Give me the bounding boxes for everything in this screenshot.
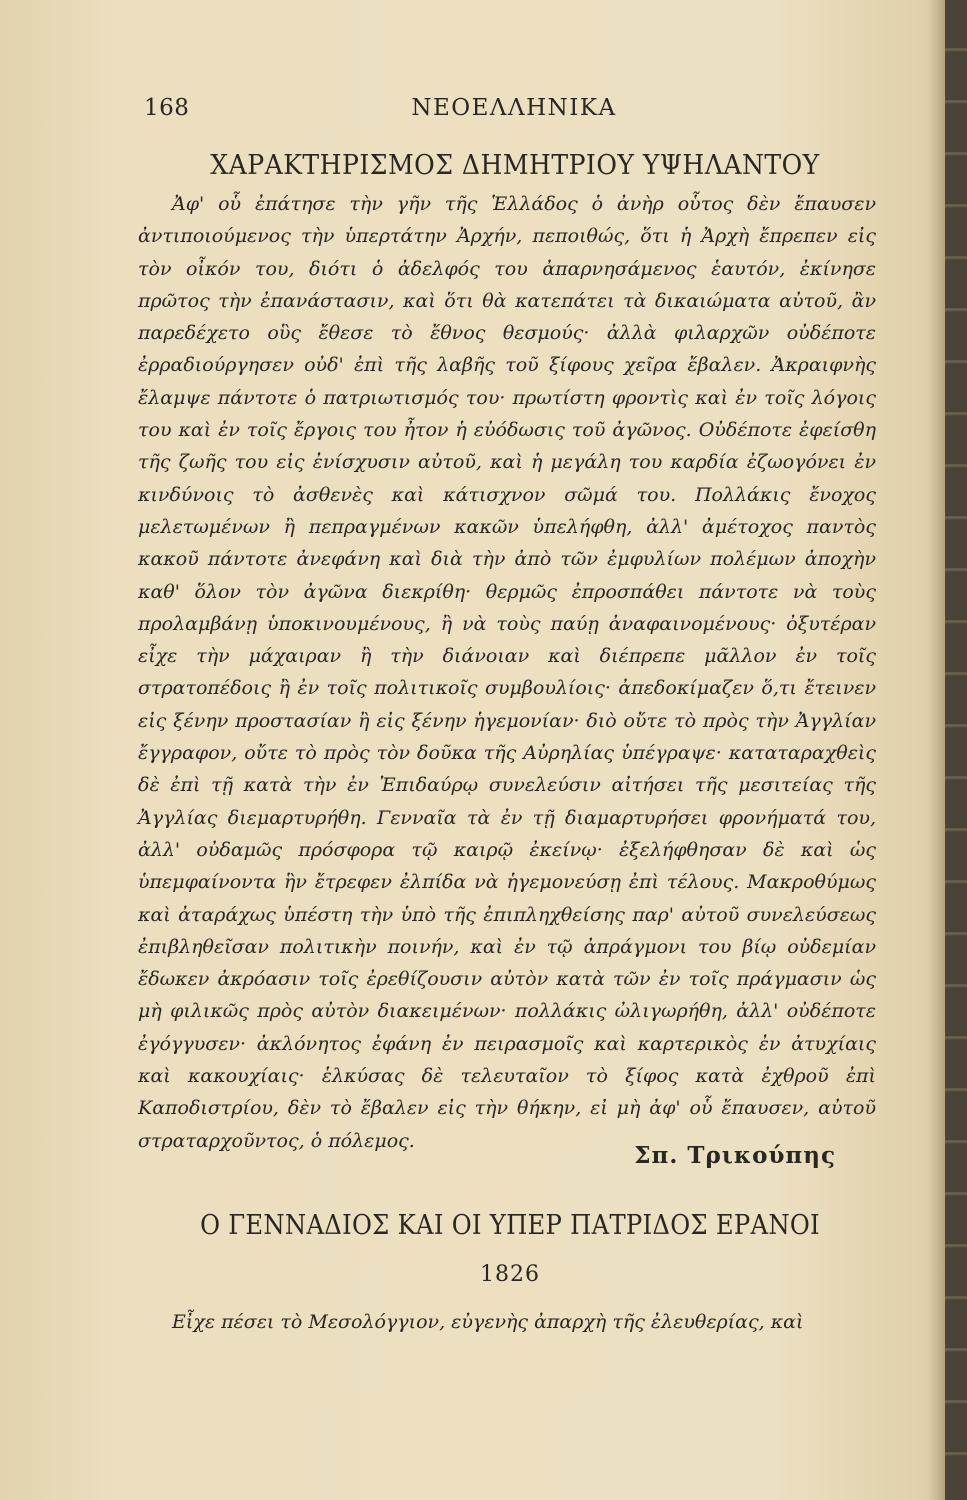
article-body: Ἀφ' οὗ ἐπάτησε τὴν γῆν τῆς Ἑλλάδος ὁ ἀνὴρ οὗτος δὲν ἔπαυσεν ἀντιποιούμενος τὴν ὑπερτάτην Ἀρχήν, πεποιθώς, ὅτι ἡ Ἀρχὴ ἔπρεπεν εἰς τὸν οἶκόν του, διότι ὁ ἀδελφός του ἀπαρνησάμενος ἑαυτόν, ἐκίνησε πρῶτος τὴν ἐπανάστασιν, καὶ ὅτι θὰ κατεπάτει τὰ δικαιώματα αὐτοῦ, ἂν παρεδέχετο οὓς ἔθεσε τὸ ἔθνος θεσμούς· ἀλλὰ φιλαρχῶν οὐδέποτε ἐρραδιούργησεν οὐδ' ἐπὶ τῆς λαβῆς τοῦ ξίφους χεῖρα ἔβαλεν. Ἀκραιφνὴς ἔλαμψε πάντοτε ὁ πατριωτισμός του· πρωτίστη φροντὶς καὶ ἐν τοῖς λόγοις του καὶ ἐν τοῖς ἔργοις του ἦτον ἡ εὐόδωσις τοῦ ἀγῶνος. Οὐδέποτε ἐφείσθη τῆς ζωῆς του εἰς ἐνίσχυσιν αὐτοῦ, καὶ ἡ μεγάλη του καρδία ἐζωογόνει ἐν κινδύνοις τὸ ἀσθενὲς καὶ κάτισχνον σῶμά του. Πολλάκις ἔνοχος μελετωμένων ἢ πεπραγμένων κακῶν ὑπελήφθη, ἀλλ' ἀμέτοχος παντὸς κακοῦ πάντοτε ἀνεφάνη καὶ διὰ τὴν ἀπὸ τῶν ἐμφυλίων πολέμων ἀποχὴν καθ' ὅλον τὸν ἀγῶνα διεκρίθη· θερμῶς ἐπροσπάθει πάντοτε νὰ τοὺς προλαμβάνῃ ὑποκινουμένους, ἢ νὰ τοὺς παύῃ ἀναφαινομένους· ὀξυτέραν εἶχε τὴν μάχαιραν ἢ τὴν διάνοιαν καὶ διέπρεπε μᾶλλον ἐν τοῖς στρατοπέδοις ἢ ἐν τοῖς πολιτικοῖς συμβουλίοις· ἀπεδοκίμαζεν ὅ,τι ἔτεινεν εἰς ξένην προστασίαν ἢ εἰς ξένην ἡγεμονίαν· διὸ οὔτε τὸ πρὸς τὴν Ἀγγλίαν ἔγγραφον, οὔτε τὸ πρὸς τὸν δοῦκα τῆς Αὐρηλίας ὑπέγραψε· καταταραχθεὶς δὲ ἐπὶ τῇ κατὰ τὴν ἐν Ἐπιδαύρῳ συνελεύσιν αἰτήσει τῆς μεσιτείας τῆς Ἀγγλίας διεμαρτυρήθη. Γενναῖα τὰ ἐν τῇ διαμαρτυρήσει φρονήματά του, ἀλλ' οὐδαμῶς πρόσφορα τῷ καιρῷ ἐκείνῳ· ἐξελήφθησαν δὲ καὶ ὡς ὑπεμφαίνοντα ἣν ἔτρεφεν ἐλπίδα νὰ ἡγεμονεύσῃ ἐπὶ τέλους. Μακροθύμως καὶ ἀταράχως ὑπέστη τὴν ὑπὸ τῆς ἐπιπληχθείσης παρ' αὐτοῦ συνελεύσεως ἐπιβληθεῖσαν πολιτικὴν ποινήν, καὶ ἐν τῷ ἀπράγμονι του βίῳ οὐδεμίαν ἔδωκεν ἀκρόασιν τοῖς ἐρεθίζουσιν αὐτὸν κατὰ τῶν ἐν τοῖς πράγμασιν ὡς μὴ φιλικῶς πρὸς αὐτὸν διακειμένων· πολλάκις ὠλιγωρήθη, ἀλλ' οὐδέποτε ἐγόγγυσεν· ἀκλόνητος ἐφάνη ἐν πειρασμοῖς καὶ καρτερικὸς ἐν ἀτυχίαις καὶ κακουχίαις· ἑλκύσας δὲ τελευταῖον τὸ ξίφος κατὰ ἐχθροῦ ἐπὶ Καποδιστρίου, δὲν τὸ ἔβαλεν εἰς τὴν θήκην, εἰ μὴ ἀφ' οὗ ἔπαυσεν, αὐτοῦ στραταρχοῦντος, ὁ πόλεμος.	[138, 193, 876, 1152]
page-header	[144, 95, 884, 129]
second-article-body: Εἶχε πέσει τὸ Μεσολόγγιον, εὐγενὴς ἀπαρχὴ τῆς ἐλευθερίας, καὶ	[172, 1311, 804, 1333]
page-number: 168	[144, 95, 190, 121]
author-signature: Σπ. Τρικούπης	[634, 1142, 836, 1169]
running-head: ΝΕΟΕΛΛΗΝΙΚΑ	[411, 95, 617, 121]
binding-edge	[945, 0, 967, 1500]
second-article-title: Ο ΓΕΝΝΑΔΙΟΣ ΚΑΙ ΟΙ ΥΠΕΡ ΠΑΤΡΙΔΟΣ ΕΡΑΝΟΙ	[200, 1210, 820, 1241]
binding-shadow	[927, 0, 945, 1500]
article-title: ΧΑΡΑΚΤΗΡΙΣΜΟΣ ΔΗΜΗΤΡΙΟΥ ΥΨΗΛΑΝΤΟΥ	[210, 150, 820, 181]
second-article-year: 1826	[480, 1262, 540, 1287]
